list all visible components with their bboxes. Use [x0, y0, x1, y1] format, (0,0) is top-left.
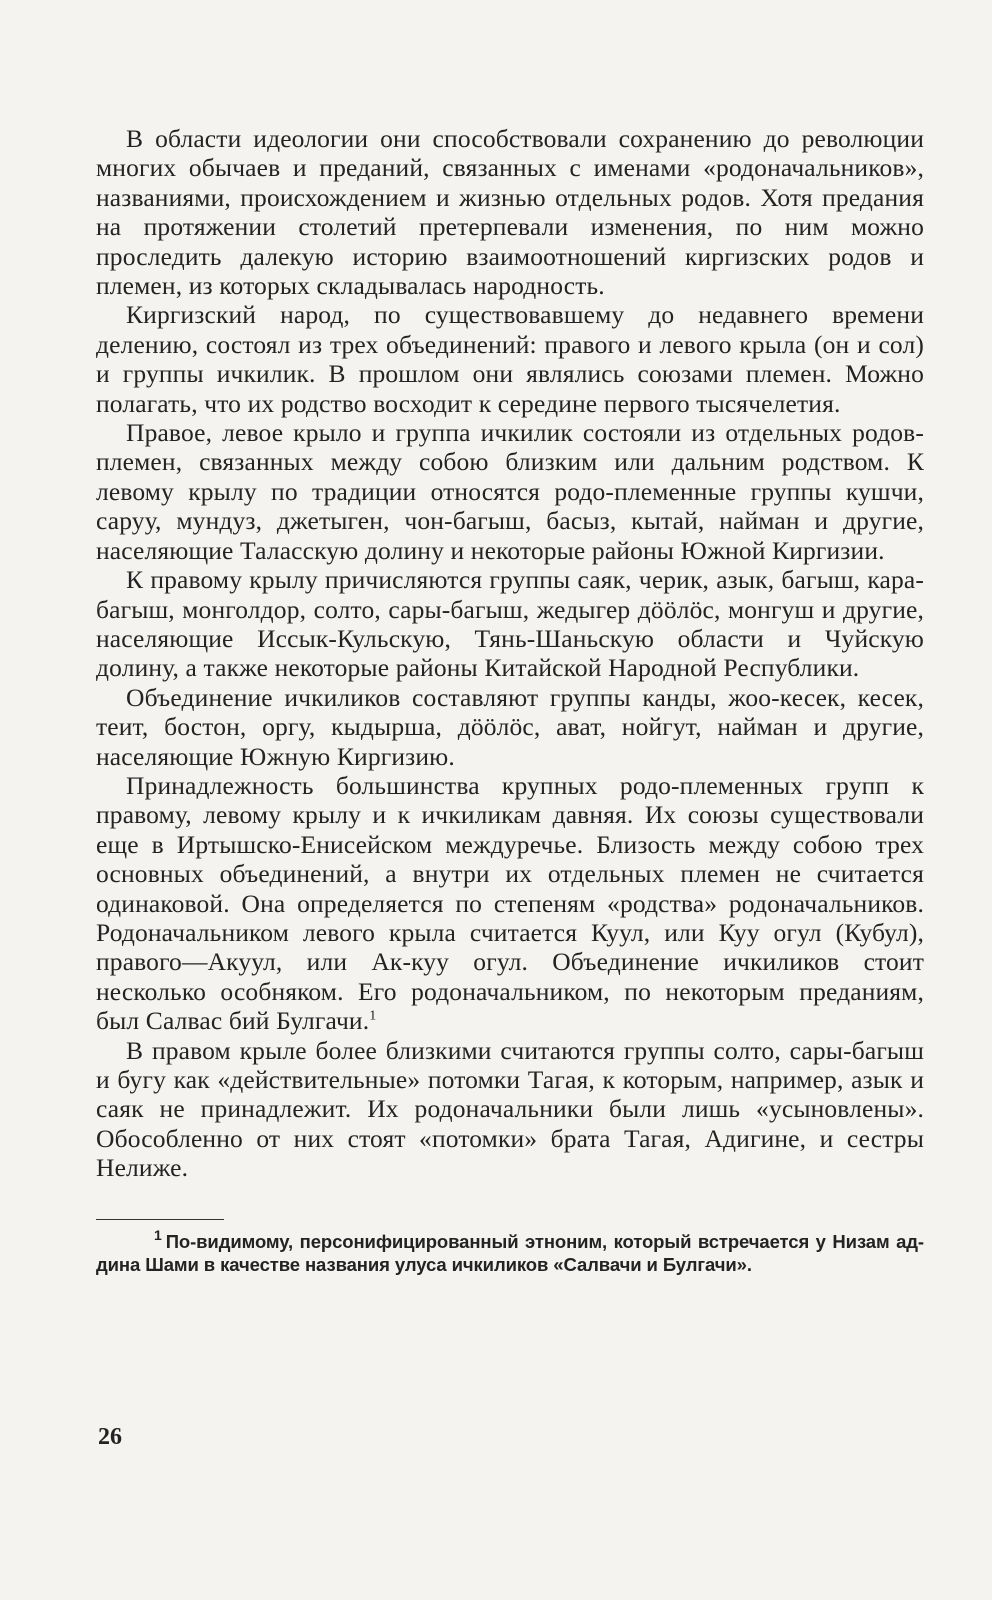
footnote-text: По-видимому, персонифицированный этноним, который встречается у Низам ад-дина Шами в качестве названия улуса ичкиликов «Салвачи и Булгачи». — [96, 1230, 924, 1275]
footnote-mark: 1 — [154, 1227, 162, 1244]
footnote-reference: 1 — [369, 1008, 377, 1024]
page-number: 26 — [98, 1424, 122, 1450]
paragraph-6-text: Принадлежность большинства крупных родо-племенных групп к правому, левому крылу и к ичкиликам давняя. Их союзы существовали еще в Иртышско-Енисейском междуречье. Близость между собою трех основных объединений, а внутри их отдельных племен не считается одинаковой. Она определяется по степеням «родства» родоначальников. Родоначальником левого крыла считается Куул, или Куу огул (Кубул), правого—Акуул, или Ак-куу огул. Объединение ичкиликов стоит несколько особняком. Его родоначальником, по некоторым преданиям, был Салвас бий Булгачи. — [96, 770, 924, 1036]
paragraph-3: Правое, левое крыло и группа ичкилик состояли из отдельных родов-племен, связанных между собою близким или дальним родством. К левому крылу по традиции относятся родо-племенные группы кушчи, саруу, мундуз, джетыген, чон-багыш, басыз, кытай, найман и другие, населяющие Таласскую долину и некоторые районы Южной Киргизии. — [96, 418, 924, 565]
paragraph-6 — [96, 771, 924, 1036]
paragraph-5: Объединение ичкиликов составляют группы канды, жоо-кесек, кесек, теит, бостон, оргу, кыдырша, дӧӧлӧс, ават, нойгут, найман и другие, населяющие Южную Киргизию. — [96, 682, 924, 771]
paragraph-2: Киргизский народ, по существовавшему до недавнего времени делению, состоял из трех объединений: правого и левого крыла (он и сол) и группы ичкилик. В прошлом они являлись союзами племен. Можно полагать, что их родство восходит к середине первого тысячелетия. — [96, 300, 924, 418]
footnote-divider — [96, 1219, 224, 1220]
page-body — [96, 124, 924, 1276]
paragraph-4: К правому крылу причисляются группы саяк, черик, азык, багыш, кара-багыш, монголдор, солто, сары-багыш, жедыгер дӧӧлӧс, монгуш и другие, населяющие Иссык-Кульскую, Тянь-Шаньскую области и Чуйскую долину, а также некоторые районы Китайской Народной Республики. — [96, 565, 924, 683]
footnote — [96, 1227, 924, 1276]
paragraph-1: В области идеологии они способствовали сохранению до революции многих обычаев и преданий, связанных с именами «родоначальников», названиями, происхождением и жизнью отдельных родов. Хотя предания на протяжении столетий претерпевали изменения, по ним можно проследить далекую историю взаимоотношений киргизских родов и племен, из которых складывалась народность. — [96, 124, 924, 301]
paragraph-7: В правом крыле более близкими считаются группы солто, сары-багыш и бугу как «действительные» потомки Тагая, к которым, например, азык и саяк не принадлежит. Их родоначальники были лишь «усыновлены». Обособленно от них стоят «потомки» брата Тагая, Адигине, и сестры Нелиже. — [96, 1035, 924, 1183]
